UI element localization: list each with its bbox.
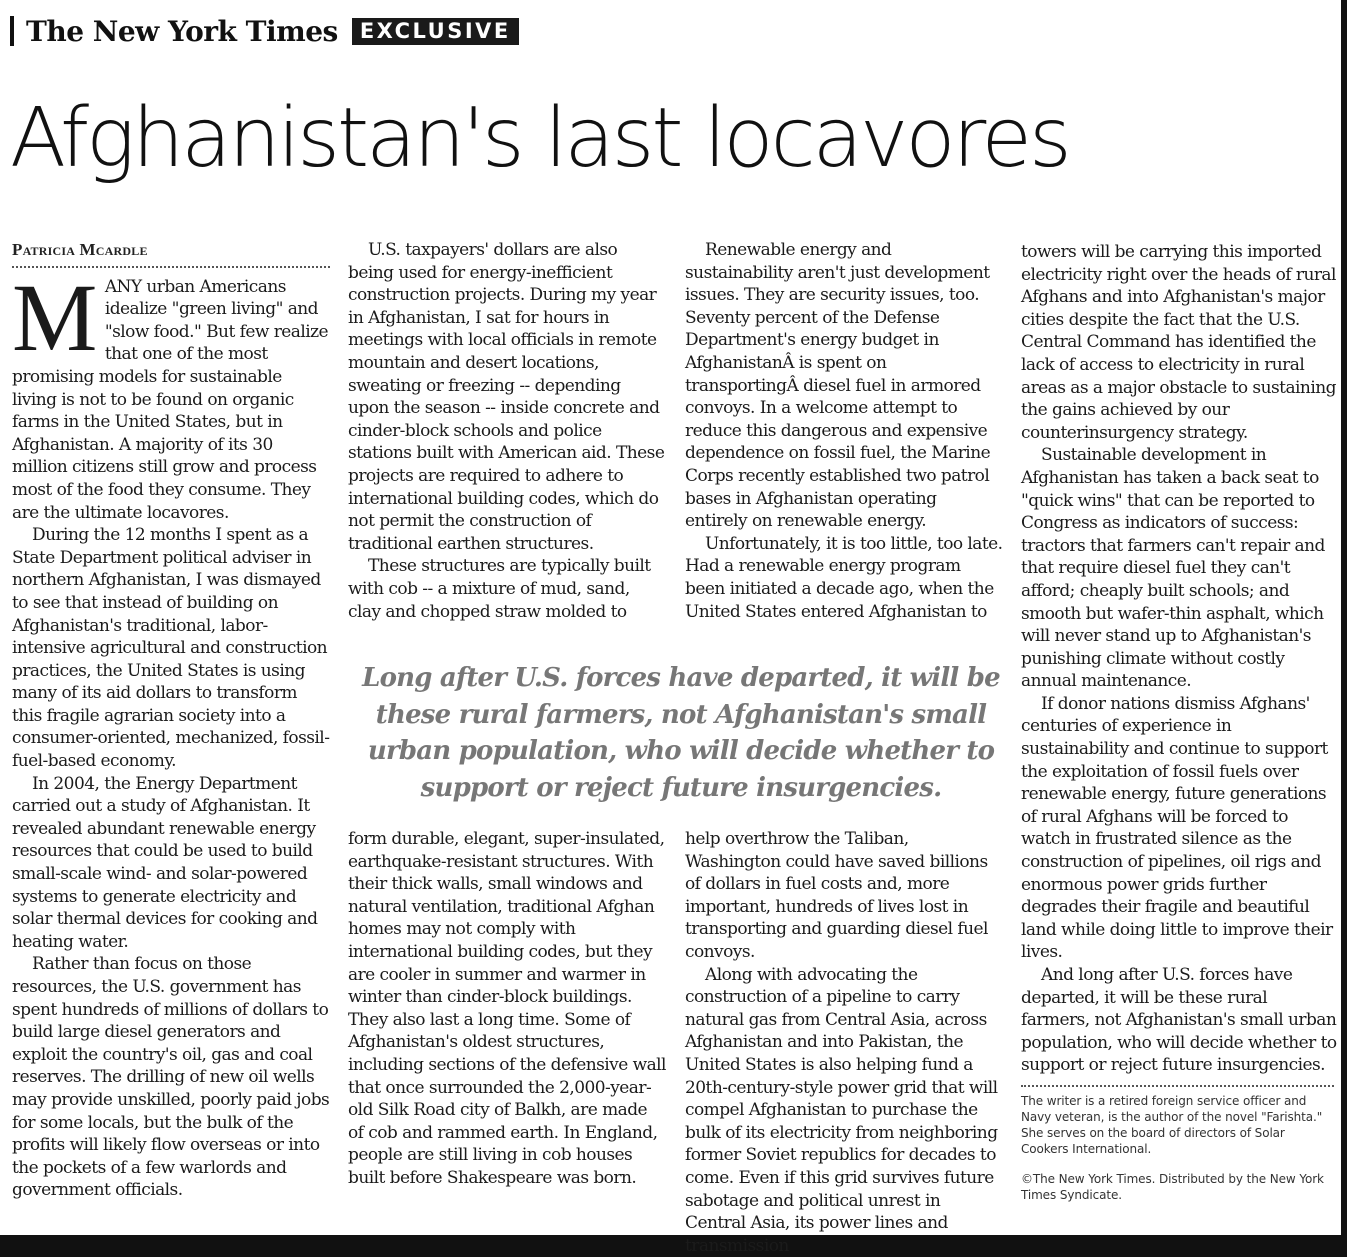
author-bio: The writer is a retired foreign service officer and Navy veteran, is the author of the novel "Farishta." She serves on the board of directors of Solar Cookers International. [1021,1093,1323,1156]
article-column-2-top [348,239,666,623]
paragraph: U.S. taxpayers' dollars are also being used for energy-inefficient construction projects. During my year in Afghanistan, I sat for hours in meetings with local officials in remote mountain and desert locations, sweating or freezing -- depending upon the season -- inside concrete and cinder-block schools and police stations built with American aid. These projects are required to adhere to international building codes, which do not permit the construction of traditional earthen structures. [348,240,665,554]
paragraph: Sustainable development in Afghanistan has taken a back seat to "quick wins" that can be reported to Congress as indicators of success: tractors that farmers can't repair and that require diesel fuel they can't afford; cheaply built schools; and smooth but wafer-thin asphalt, which will never stand up to Afghanistan's punishing climate without costly annual maintenance. [1021,445,1325,692]
publication-logo: The New York Times [26,14,338,48]
byline: Patricia Mcardle [12,239,330,268]
drop-cap: M [12,263,97,371]
article-column-1 [12,239,330,1202]
paragraph: Rather than focus on those resources, the U.S. government has spent hundreds of millions of dollars to build large diesel generators and exploit the country's oil, gas and coal reserves. The drilling of new oil wells may provide unskilled, poorly paid jobs for some locals, but the bulk of the profits will likely flow overseas or into the pockets of a few warlords and government officials. [12,954,330,1201]
paragraph: These structures are typically built with cob -- a mixture of mud, sand, clay and chopped straw molded to [348,556,651,622]
article-column-3-bottom [685,828,1003,1257]
paragraph: And long after U.S. forces have departed, it will be these rural farmers, not Afghanistan's small urban population, who will decide whether to support or reject future insurgencies. [1021,965,1337,1076]
headline: Afghanistan's last locavores [10,91,1069,186]
paragraph-continued: form durable, elegant, super-insulated, earthquake-resistant structures. With their thick walls, small windows and natural ventilation, traditional Afghan homes may not comply with international building codes, but they are cooler in summer and warmer in winter than cinder-block buildings. They also last a long time. Some of Afghanistan's oldest structures, including sections of the defensive wall that once surrounded the 2,000-year-old Silk Road city of Balkh, are made of cob and rammed earth. In England, people are still living in cob houses built before Shakespeare was born. [348,829,666,1188]
paragraph-lede [12,263,330,525]
paragraph: Renewable energy and sustainability aren't just development issues. They are security issues, too. Seventy percent of the Defense Department's energy budget in AfghanistanÂ is spent on transportingÂ diesel fuel in armored convoys. In a welcome attempt to reduce this dangerous and expensive dependence on fossil fuel, the Marine Corps recently established two patrol bases in Afghanistan operating entirely on renewable energy. [685,240,991,532]
masthead-divider [10,16,14,46]
paragraph: Along with advocating the construction of a pipeline to carry natural gas from Central Asia, across Afghanistan and into Pakistan, the United States is also helping fund a 20th-century-style power grid that will compel Afghanistan to purchase the bulk of its electricity from neighboring former Soviet republics for decades to come. Even if this grid survives future sabotage and political unrest in Central Asia, its power lines and transmission [685,964,998,1256]
paragraph: In 2004, the Energy Department carried out a study of Afghanistan. It revealed abundant renewable energy resources that could be used to build small-scale wind- and solar-powered systems to generate electricity and solar thermal devices for cooking and heating water. [12,773,318,952]
paragraph-continued: towers will be carrying this imported electricity right over the heads of rural Afghans and into Afghanistan's major cities despite the fact that the U.S. Central Command has identified the lack of access to electricity in rural areas as a major obstacle to sustaining the gains achieved by our counterinsurgency strategy. [1021,242,1336,443]
paragraph: During the 12 months I spent as a State Department political adviser in northern Afghanistan, I was dismayed to see that instead of building on Afghanistan's traditional, labor-intensive agricultural and construction practices, the United States is using many of its aid dollars to transform this fragile agrarian society into a consumer-oriented, mechanized, fossil-fuel-based economy. [12,525,330,772]
masthead [10,14,519,48]
pull-quote: Long after U.S. forces have departed, it will be these rural farmers, not Afghanistan's small urban population, who will decide whether to support or reject future insurgencies. [362,663,1000,803]
author-footnote [1021,1093,1331,1203]
paragraph-text: ANY urban Americans idealize "green living" and "slow food." But few realize that one of the most promising models for sustainable living is not to be found on organic farms in the United States, but in Afghanistan. A majority of its 30 million citizens still grow and process most of the food they consume. They are the ultimate locavores. [12,276,329,523]
article-column-4 [1021,241,1339,1217]
paragraph: If donor nations dismiss Afghans' centuries of experience in sustainability and continue to support the exploitation of fossil fuels over renewable energy, future generations of rural Afghans will be forced to watch in frustrated silence as the construction of pipelines, oil rigs and enormous power grids further degrades their fragile and beautiful land while doing little to improve their lives. [1021,693,1333,963]
article-column-2-bottom [348,828,666,1190]
article-column-3-top [685,239,1003,623]
exclusive-badge: EXCLUSIVE [352,18,519,45]
paragraph: Unfortunately, it is too little, too late. Had a renewable energy program been initiated a decade ago, when the United States entered Afghanistan to [685,533,1003,622]
copyright-notice: ©The New York Times. Distributed by the New York Times Syndicate. [1021,1171,1324,1202]
paragraph-continued: help overthrow the Taliban, Washington could have saved billions of dollars in fuel costs and, more important, hundreds of lives lost in transporting and guarding diesel fuel convoys. [685,829,988,962]
footnote-divider [1021,1085,1334,1087]
